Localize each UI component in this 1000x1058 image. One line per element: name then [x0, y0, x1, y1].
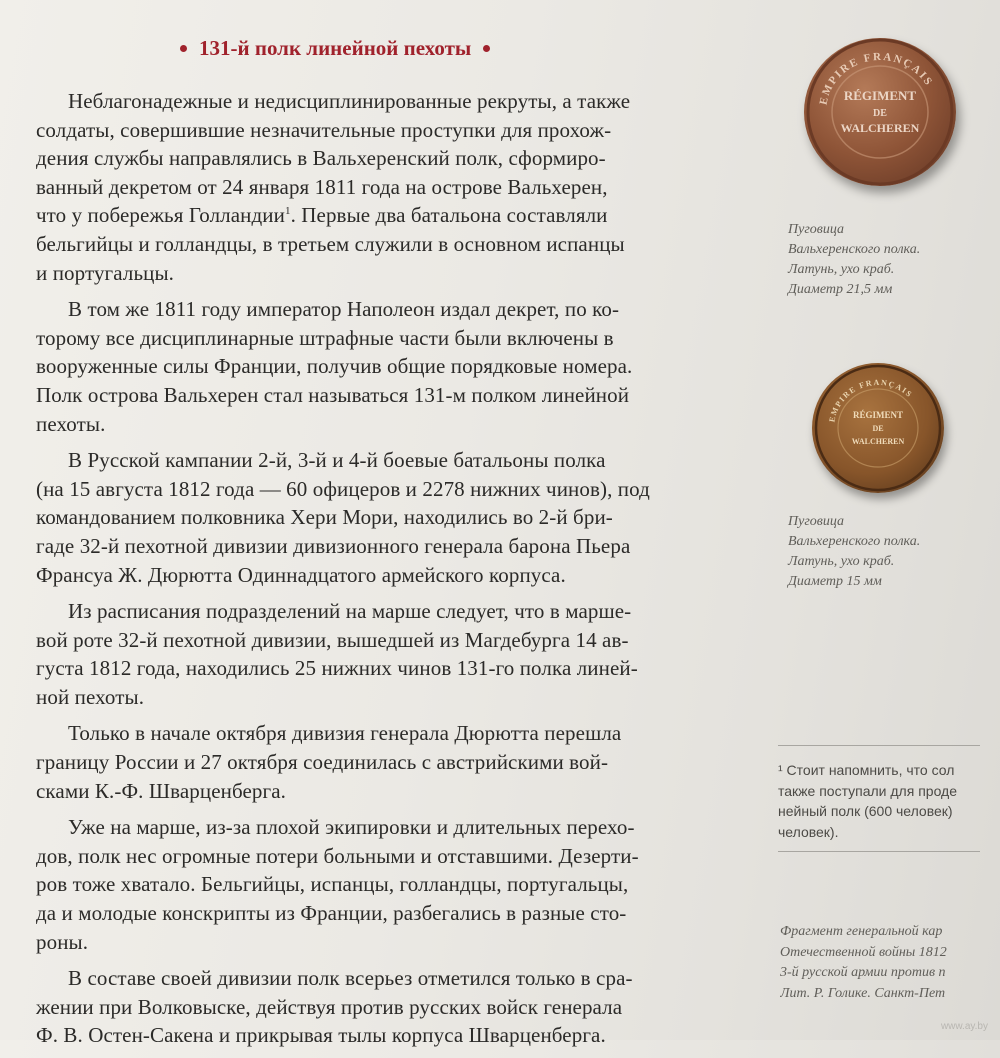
paragraph-3: В Русской кампании 2-й, 3-й и 4-й боевые батальоны полка (на 15 августа 1812 года — 60 офицеров и 2278 нижних чинов), под командованием полковника Хери Мори, находились во 2-й бри- гаде 32-й пехотной дивизии дивизионного генерала барона Пьера Франсуа Ж. Дюрютта Одиннадцатого армейского корпуса. — [36, 448, 650, 587]
paragraph-4: Из расписания подразделений на марше следует, что в марше- вой роте 32-й пехотной дивизии, вышедшей из Магдебурга 14 ав- густа 1812 года, находились 25 нижних чинов 131-го полка линей- ной пехоты. — [36, 599, 638, 709]
coin-large-caption: Пуговица Вальхеренского полка. Латунь, ухо краб. Диаметр 21,5 мм — [788, 222, 921, 297]
paragraph-5: Только в начале октября дивизия генерала Дюрютта перешла границу России и 27 октября соединилась с австрийскими вой- сками К.-Ф. Шварценберга. — [36, 721, 622, 803]
main-text-column — [36, 87, 742, 1058]
coin-small-svg — [812, 363, 944, 493]
coin-small-line3: WALCHEREN — [851, 437, 905, 446]
coin-small-line2: DE — [872, 424, 884, 433]
paragraph-2: В том же 1811 году император Наполеон издал декрет, по ко- торому все дисциплинарные штрафные части были включены в вооруженные силы Франции, получив общие порядковые номера. Полк острова Вальхерен стал называться 131-м полком линейной пехоты. — [36, 297, 633, 436]
bullet-dot-icon — [483, 45, 490, 52]
coin-small-line1: RÉGIMENT — [852, 410, 904, 420]
paragraph-7: В составе своей дивизии полк всерьез отметился только в сра- жении при Волковыске, действуя против русских войск генерала Ф. В. Остен-Сакена и прикрывая тылы корпуса Шварценберга. — [36, 966, 633, 1048]
coin-small-caption: Пуговица Вальхеренского полка. Латунь, ухо краб. Диаметр 15 мм — [788, 514, 921, 589]
map-fragment-caption: Фрагмент генеральной кар Отечественной войны 1812 3-й русской армии против п Лит. Р. Голике. Санкт-Пет — [780, 924, 947, 1001]
footnote-divider-bottom — [778, 851, 980, 852]
paragraph-1 — [36, 87, 742, 287]
coin-large-line3: WALCHEREN — [840, 121, 920, 135]
button-coin-large-image — [804, 38, 956, 186]
watermark: www.ay.by — [940, 1021, 988, 1032]
section-title: 131-й полк линейной пехоты — [199, 36, 472, 60]
paragraph-1-tail: . Первые два батальона составляли бельгийцы и голландцы, в третьем служили в основном испанцы и португальцы. — [36, 203, 625, 285]
button-coin-small-image — [812, 363, 944, 493]
coin-large-ring-text: EMPIRE FRANÇAIS — [817, 50, 936, 107]
footnote-divider-top — [778, 745, 980, 746]
coin-large-svg — [804, 38, 956, 186]
paragraph-6: Уже на марше, из-за плохой экипировки и длительных перехо- дов, полк нес огромные потери больными и отставшими. Дезерти- ров тоже хватало. Бельгийцы, испанцы, голландцы, португальцы, да и молодые конскрипты из Франции, разбегались в разные сто- роны. — [36, 815, 639, 954]
coin-large-line1: RÉGIMENT — [843, 88, 917, 103]
footnote-text: ¹ Стоит напомнить, что сол также поступали для проде нейный полк (600 человек) человек). — [778, 762, 957, 840]
coin-large-line2: DE — [873, 108, 887, 119]
section-heading — [180, 36, 600, 61]
paragraph-1-text: Неблагонадежные и недисциплинированные рекруты, а также солдаты, совершившие незначительные проступки для прохож- дения службы направлялись в Вальхеренский полк, сформиро- ванный декретом от 24 января 1811 года на острове Вальхерен, что у побережья Голландии — [36, 89, 631, 228]
bullet-dot-icon — [180, 45, 187, 52]
footnote-marker: 1 — [284, 205, 291, 218]
coin-small-ring-text: EMPIRE FRANÇAIS — [827, 377, 915, 423]
